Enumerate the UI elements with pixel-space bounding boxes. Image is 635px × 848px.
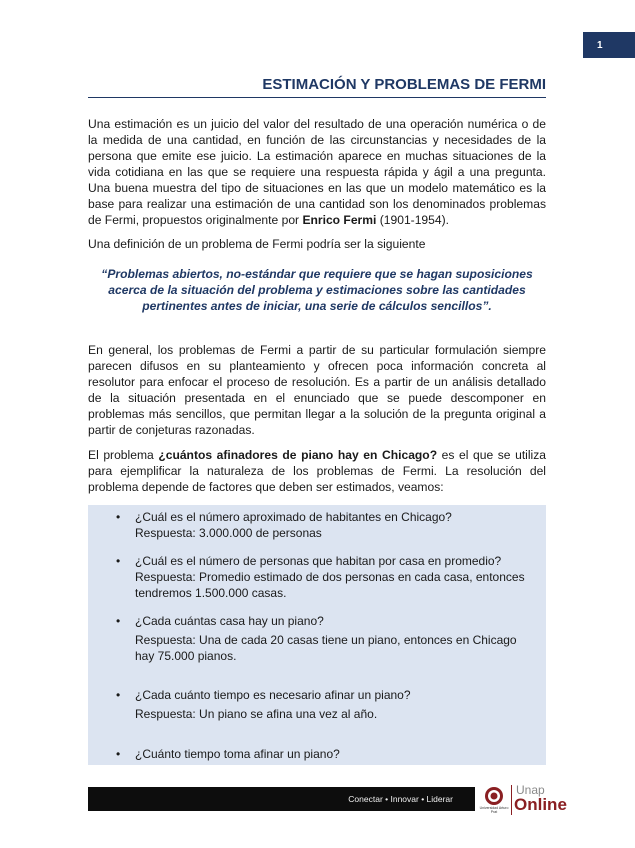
logo-brand: Unap [516, 783, 545, 797]
intro-paragraph [88, 116, 546, 228]
answer-text: Respuesta: Un piano se afina una vez al año. [135, 707, 378, 721]
example-question: ¿cuántos afinadores de piano hay en Chicago? [158, 448, 438, 462]
question-text: ¿Cada cuánto tiempo es necesario afinar un piano? [135, 688, 411, 702]
title-divider [88, 97, 546, 98]
footer-slogan: Conectar • Innovar • Liderar [348, 794, 453, 804]
logo-divider [511, 785, 512, 815]
example-text-before: El problema [88, 448, 159, 462]
question-text: ¿Cada cuántas casa hay un piano? [135, 614, 324, 628]
example-paragraph [88, 447, 546, 495]
page-title: ESTIMACIÓN Y PROBLEMAS DE FERMI [262, 76, 546, 93]
answer-text: Respuesta: Promedio estimado de dos personas en cada casa, entonces tendremos 1.500.000 casas. [135, 570, 525, 600]
question-text: ¿Cuál es el número aproximado de habitantes en Chicago? [135, 510, 452, 524]
general-paragraph: En general, los problemas de Fermi a partir de su particular formulación siempre parecen difusos en su planteamiento y ofrecen poca información concreta al resolutor para enfocar el proceso de resolución. Es a partir de un análisis detallado de la situación presentada en el enunciado que se puede descomponer en problemas más sencillos, que permitan llegar a la solución de la pregunta original a partir de conjeturas razonadas. [88, 343, 546, 437]
bullet-icon: • [116, 747, 121, 761]
definition-intro: Una definición de un problema de Fermi podría ser la siguiente [88, 237, 426, 251]
list-item [135, 509, 535, 541]
list-item [135, 613, 535, 664]
list-item [135, 553, 535, 601]
bullet-icon: • [116, 688, 121, 702]
page-number-badge [583, 32, 635, 58]
page-number: 1 [597, 39, 603, 51]
bullet-icon: • [116, 614, 121, 628]
footer-bar [88, 787, 475, 811]
university-seal-icon [484, 786, 504, 806]
fermi-definition-quote: “Problemas abiertos, no-estándar que requiere que se hagan suposiciones acerca de la situación del problema y estimaciones sobre las cantidades pertinentes antes de iniciar, una serie de cálculos sencillos”. [101, 267, 533, 313]
answer-text: Respuesta: 3.000.000 de personas [135, 526, 322, 540]
logo-online: Online [514, 795, 567, 814]
example-text-after: es el que se utiliza para ejemplificar la naturaleza de los problemas de Fermi. La resolución del problema depende de factores que deben ser estimados, veamos: [88, 448, 547, 494]
bullet-icon: • [116, 510, 121, 524]
intro-text-after: (1901-1954). [376, 213, 449, 227]
list-item [135, 746, 535, 762]
question-text: ¿Cuánto tiempo toma afinar un piano? [135, 747, 340, 761]
answer-text: Respuesta: Una de cada 20 casas tiene un piano, entonces en Chicago hay 75.000 pianos. [135, 633, 517, 663]
intro-name: Enrico Fermi [302, 213, 377, 227]
intro-text-before: Una estimación es un juicio del valor del resultado de una operación numérica o de la medida de una cantidad, en función de las circunstancias y necesidades de la persona que emite ese juicio. La estimación aparece en muchas situaciones de la vida cotidiana en las que se requiere una respuesta rápida y ágil a una pregunta. Una buena muestra del tipo de situaciones en las que un modelo matemático es la base para realizar una estimación de una cantidad son los denominados problemas de Fermi, propuestos originalmente por [88, 117, 546, 227]
seal-caption: Universidad Arturo Prat [479, 806, 509, 814]
question-text: ¿Cuál es el número de personas que habitan por casa en promedio? [135, 554, 502, 568]
list-item [135, 687, 535, 722]
bullet-icon: • [116, 554, 121, 568]
